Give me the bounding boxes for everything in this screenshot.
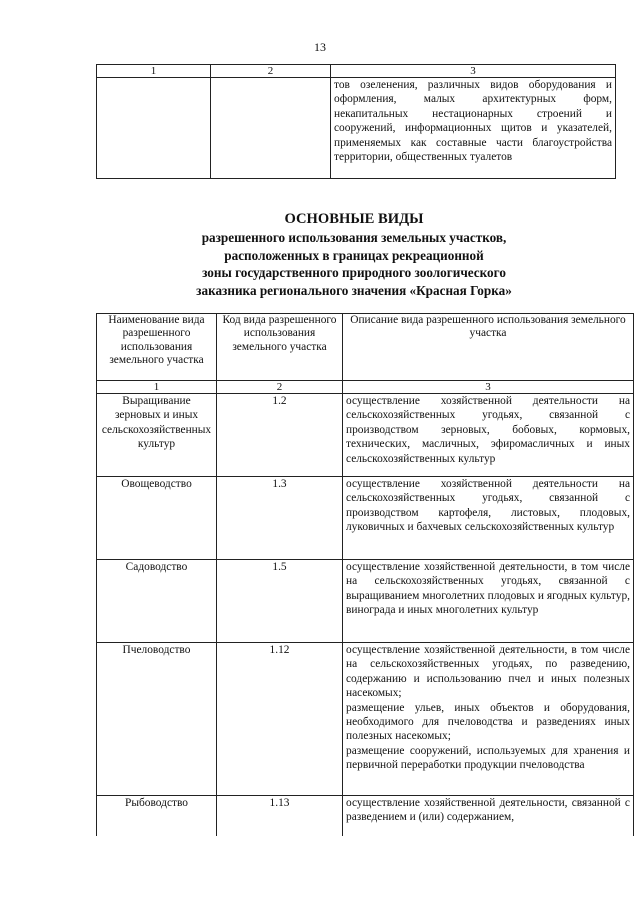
subtitle-line: зоны государственного природного зоологического xyxy=(202,265,506,280)
use-description-cell: тов озеленения, различных видов оборудования и оформления, малых архитектурных форм, некапитальных нестационарных строений и сооружений, информационных щитов и указателей, применяемых как составные части благоустройства территории, общественных туалетов xyxy=(331,78,616,179)
column-number: 2 xyxy=(211,65,331,78)
use-name-cell: Выращивание зерновых и иных сельскохозяйственных культур xyxy=(97,394,217,477)
column-number-row xyxy=(97,65,616,78)
use-code-cell: 1.12 xyxy=(217,643,343,796)
permitted-use-table xyxy=(96,313,634,836)
column-number: 1 xyxy=(97,381,217,394)
use-description-cell: осуществление хозяйственной деятельности на сельскохозяйственных угодьях, связанной с производством картофеля, листовых, плодовых, луковичных и бахчевых сельскохозяйственных культур xyxy=(343,477,634,560)
table-row xyxy=(97,796,634,837)
column-number: 3 xyxy=(331,65,616,78)
use-description-cell: осуществление хозяйственной деятельности, в том числе на сельскохозяйственных угодьях, по разведению, содержанию и использованию пчел и иных полезных насекомых; размещение ульев, иных объектов и оборудования, необходимого для пчеловодства и разведениях иных полезных насекомых; размещение сооружений, используемых для хранения и первичной переработки продукции пчеловодства xyxy=(343,643,634,796)
header-code: Код вида разрешенного использования земельного участка xyxy=(217,314,343,381)
column-number: 2 xyxy=(217,381,343,394)
table-row xyxy=(97,394,634,477)
use-name-cell: Овощеводство xyxy=(97,477,217,560)
header-description: Описание вида разрешенного использования земельного участка xyxy=(343,314,634,381)
section-title: ОСНОВНЫЕ ВИДЫ xyxy=(284,211,424,227)
table-header-row xyxy=(97,314,634,381)
column-number: 3 xyxy=(343,381,634,394)
use-name-cell xyxy=(97,78,211,179)
use-description-cell: осуществление хозяйственной деятельности, связанной с разведением и (или) содержанием, xyxy=(343,796,634,837)
column-number-row xyxy=(97,381,634,394)
use-code-cell: 1.3 xyxy=(217,477,343,560)
subtitle-line: расположенных в границах рекреационной xyxy=(224,247,484,263)
use-name-cell: Рыбоводство xyxy=(97,796,217,837)
header-name: Наименование вида разрешенного использования земельного участка xyxy=(97,314,217,381)
use-description-cell: осуществление хозяйственной деятельности на сельскохозяйственных угодьях, связанной с производством зерновых, бобовых, кормовых, технических, масличных, эфиромасличных и иных сельскохозяйственных культур xyxy=(343,394,634,477)
use-code-cell: 1.5 xyxy=(217,560,343,643)
use-code-cell xyxy=(211,78,331,179)
page-number: 13 xyxy=(314,40,326,54)
table-row xyxy=(97,560,634,643)
subtitle-line: заказника регионального значения «Красная Горка» xyxy=(196,282,512,298)
use-code-cell: 1.2 xyxy=(217,394,343,477)
table-row xyxy=(97,477,634,560)
use-name-cell: Садоводство xyxy=(97,560,217,643)
continued-table xyxy=(96,64,616,179)
column-number: 1 xyxy=(97,65,211,78)
subtitle-line: разрешенного использования земельных участков, xyxy=(201,230,507,245)
use-code-cell: 1.13 xyxy=(217,796,343,837)
section-subtitle xyxy=(96,229,612,299)
table-row xyxy=(97,643,634,796)
use-name-cell: Пчеловодство xyxy=(97,643,217,796)
table-row xyxy=(97,78,616,179)
use-description-cell: осуществление хозяйственной деятельности, в том числе на сельскохозяйственных угодьях, связанной с выращиванием многолетних плодовых и ягодных культур, винограда и иных многолетних культур xyxy=(343,560,634,643)
